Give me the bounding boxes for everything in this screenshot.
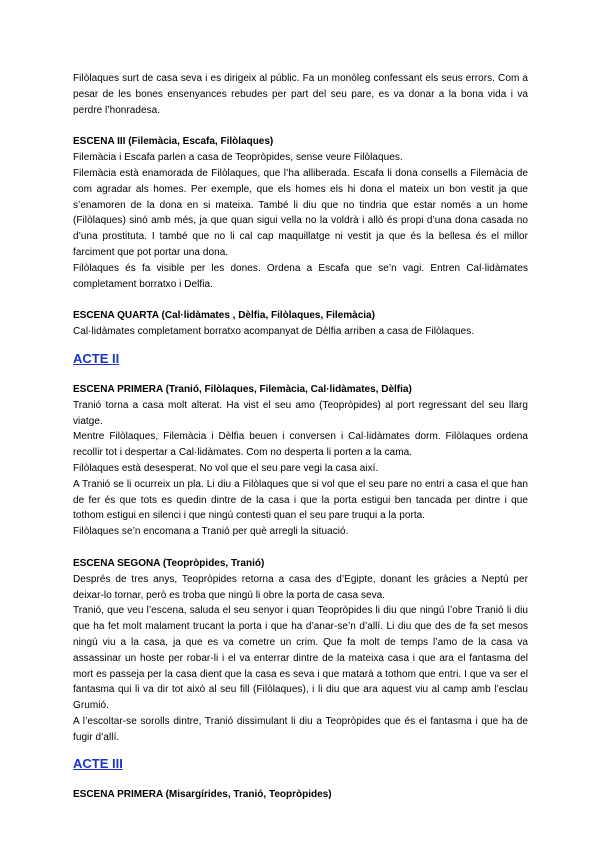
spacer xyxy=(73,540,528,556)
paragraph: Filòlaques se’n encomana a Tranió per què arregli la situació. xyxy=(73,526,349,538)
scene-title-escena-primera: ESCENA PRIMERA (Tranió, Filòlaques, Filemàcia, Cal·lidàmates, Dèlfia) xyxy=(73,383,412,395)
scene-title-escena-quarta: ESCENA QUARTA (Cal·lidàmates , Dèlfia, Filòlaques, Filemàcia) xyxy=(73,310,375,322)
act-heading-acte-iii: ACTE III xyxy=(73,756,123,772)
paragraph: A Tranió se li ocurreix un pla. Li diu a Filòlaques que si vol que el seu pare no entri a casa el que han de fer és que tots es quedin dintre de la casa i que la porta estigui ben tancada per dintre i que tothom estigui en silenci i que ningú contesti quan el seu pare truqui a la porta. xyxy=(73,478,528,522)
spacer xyxy=(73,292,528,308)
paragraph: Filemàcia està enamorada de Filòlaques, que l’ha alliberada. Escafa li dona consells a Filemàcia de com agradar als homes. Per exemple, que els homes els hi dona el mateix un bon vestit ja que s’enamoren de la dona en si mateixa. També li diu que no tindria que estar només a un home (Filòlaques) sinó amb més, ja que quan sigui vella no la voldrà i allò és propi d’una dona casada no d’una prostituta. I també que no li cal cap maquillatge ni vestit ja que és la bellesa és el millor farciment que pot portar una dona. xyxy=(73,167,528,258)
paragraph: Tranió torna a casa molt alterat. Ha vist el seu amo (Teopròpides) al port regressant del seu llarg viatge. xyxy=(73,399,528,427)
document-body xyxy=(73,71,528,803)
scene-title-escena-segona: ESCENA SEGONA (Teopròpides, Tranió) xyxy=(73,557,265,569)
spacer xyxy=(73,340,528,350)
paragraph: Filòlaques està desesperat. No vol que el seu pare vegi la casa així. xyxy=(73,462,379,474)
paragraph: Filòlaques és fa visible per les dones. Ordena a Escafa que se’n vagi. Entren Cal·lidàmates completament borratxo i Delfia. xyxy=(73,262,528,290)
act-heading-acte-ii: ACTE II xyxy=(73,350,120,366)
paragraph: Després de tres anys, Teopròpides retorna a casa des d’Egipte, donant les gràcies a Neptú per deixar-lo tornar, però es troba que ningú li obre la porta de casa seva. xyxy=(73,573,528,601)
spacer xyxy=(73,745,528,755)
paragraph: Mentre Filòlaques, Filemàcia i Dèlfia beuen i conversen i Cal·lidàmates dorm. Filòlaques ordena recollir tot i despertar a Cal·lidàmates. Com no desperta li porten a la cama. xyxy=(73,431,528,459)
spacer xyxy=(73,773,528,787)
spacer xyxy=(73,118,528,134)
spacer xyxy=(73,368,528,382)
scene-title-escena-primera-acte-iii: ESCENA PRIMERA (Misargírides, Tranió, Teopròpides) xyxy=(73,789,332,801)
paragraph: Cal·lidàmates completament borratxo acompanyat de Dèlfia arriben a casa de Filòlaques. xyxy=(73,326,475,338)
intro-paragraph: Filòlaques surt de casa seva i es dirigeix al públic. Fa un monòleg confessant els seus errors. Com a pesar de les bones ensenyances rebudes per part del seu pare, es va donar a la bona vida i va perdre l’honradesa. xyxy=(73,73,528,116)
paragraph: Tranió, que veu l’escena, saluda el seu senyor i quan Teopròpides li diu que ningú l’obre Tranió li diu que ha fet molt malament trucant la porta i que ha d’anar-se’n d’allí. Li diu que des de fa set mesos ningú viu a la casa, ja que es va cometre un crim. Que fa molt de temps l’amo de la casa va assassinar un hoste per robar-li i el va enterrar dintre de la mateixa casa i que ara el fantasma del mort es passeja per la casa dient que la casa es seva i que matarà a tothom que entri. I que va ser el fantasma qui li va dir tot això al seu fill (Filòlaques), i li diu que ara aquest viu al camp amb l’esclau Grumió. xyxy=(73,605,528,712)
paragraph: Filemàcia i Escafa parlen a casa de Teopròpides, sense veure Filòlaques. xyxy=(73,152,403,164)
scene-title-escena-iii: ESCENA III (Filemàcia, Escafa, Filòlaques) xyxy=(73,136,274,148)
paragraph: A l’escoltar-se sorolls dintre, Tranió dissimulant li diu a Teopròpides que és el fantasma i que ha de fugir d’allí. xyxy=(73,715,528,743)
